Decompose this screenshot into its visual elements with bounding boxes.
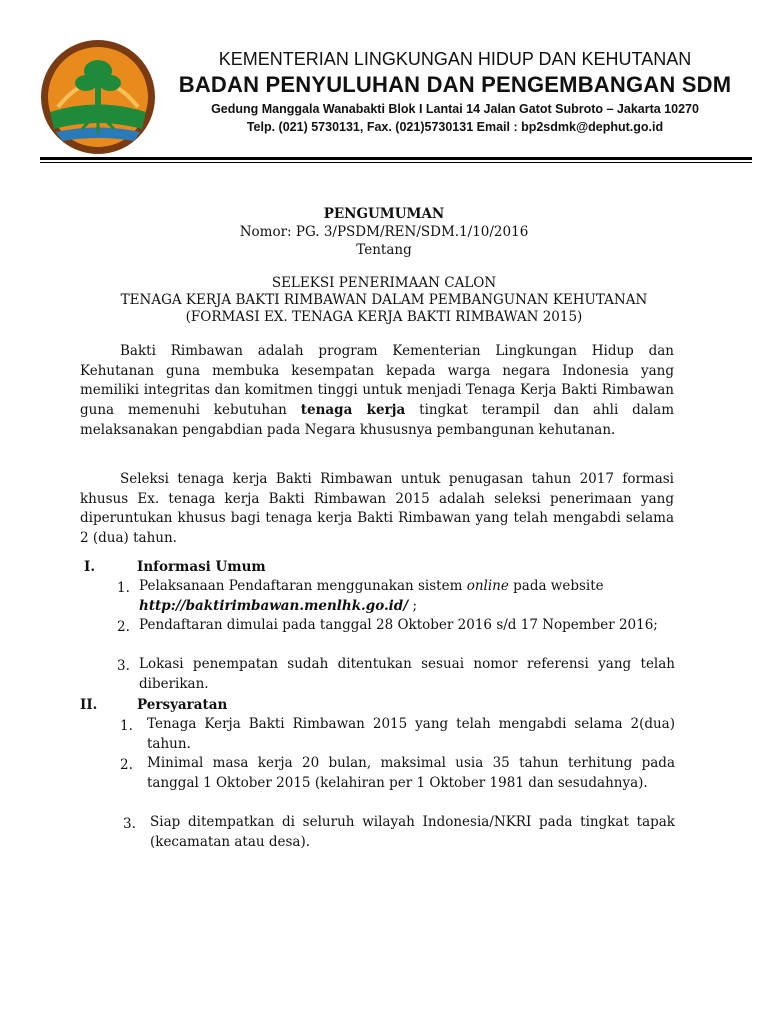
section-1-item-1-number: 1. — [117, 580, 130, 596]
announcement-number: Nomor: PG. 3/PSDM/REN/SDM.1/10/2016 — [239, 224, 529, 240]
section-1-numeral: I. — [84, 559, 96, 575]
ministry-name: KEMENTERIAN LINGKUNGAN HIDUP DAN KEHUTANAN — [218, 49, 692, 69]
ministry-logo — [38, 37, 158, 157]
section-1-item-3: Lokasi penempatan sudah ditentukan sesuai nomor referensi yang telah diberikan. — [139, 656, 675, 692]
body-paragraph-2: Seleksi tenaga kerja Bakti Rimbawan untuk penugasan tahun 2017 formasi khusus Ex. tenaga kerja Bakti Rimbawan 2015 adalah seleksi penerimaan yang diperuntukan khusus bagi tenaga kerja Bakti Rimbawan yang telah mengabdi selama 2 (dua) tahun. — [80, 471, 674, 547]
section-2-item-2-number: 2. — [120, 757, 133, 773]
section-1-item-2: Pendaftaran dimulai pada tanggal 28 Oktober 2016 s/d 17 Nopember 2016; — [139, 617, 658, 633]
body-paragraph-1 — [80, 342, 674, 441]
section-2-item-3-number: 3. — [123, 816, 136, 832]
announcement-title: PENGUMUMAN — [323, 206, 445, 222]
section-1-item-3-number: 3. — [117, 658, 130, 674]
para1-emphasis: tenaga kerja — [300, 402, 406, 419]
item-text-end: pada website — [508, 578, 604, 594]
section-2-numeral: II. — [80, 697, 98, 713]
subject-line-1: SELEKSI PENERIMAAN CALON — [271, 275, 497, 291]
item-text: Pelaksanaan Pendaftaran menggunakan sistem — [139, 578, 467, 594]
agency-address: Gedung Manggala Wanabakti Blok I Lantai 14 Jalan Gatot Subroto – Jakarta 10270 — [211, 102, 699, 116]
letterhead-divider-thick — [40, 157, 752, 160]
section-1-title: Informasi Umum — [137, 559, 266, 575]
section-2-item-1-number: 1. — [120, 718, 133, 734]
section-2-item-2: Minimal masa kerja 20 bulan, maksimal usia 35 tahun terhitung pada tanggal 1 Oktober 2015 (kelahiran per 1 Oktober 1981 dan sesudahnya). — [147, 755, 675, 791]
agency-name: BADAN PENYULUHAN DAN PENGEMBANGAN SDM — [178, 72, 732, 97]
para1-text-end: tingkat terampil dan ahli dalam melaksanakan pengabdian pada Negara khususnya pembangunan kehutanan. — [80, 402, 675, 438]
subject-line-3: (FORMASI EX. TENAGA KERJA BAKTI RIMBAWAN 2015) — [185, 309, 583, 325]
section-1-item-2-number: 2. — [117, 619, 130, 635]
section-2-item-3: Siap ditempatkan di seluruh wilayah Indonesia/NKRI pada tingkat tapak (kecamatan atau desa). — [150, 814, 675, 850]
para1-text: Bakti Rimbawan adalah program Kementerian Lingkungan Hidup dan Kehutanan guna membuka kesempatan kepada warga negara Indonesia yang memiliki integritas dan komitmen tinggi untuk menjadi Tenaga Kerja Bakti Rimbawan guna memenuhi kebutuhan — [80, 343, 674, 419]
subject-line-2: TENAGA KERJA BAKTI RIMBAWAN DALAM PEMBANGUNAN KEHUTANAN — [120, 292, 648, 308]
section-1-item-1 — [139, 577, 675, 616]
section-2-title: Persyaratan — [137, 697, 228, 713]
agency-contact: Telp. (021) 5730131, Fax. (021)5730131 Email : bp2sdmk@dephut.go.id — [246, 120, 664, 134]
item-punctuation: ; — [408, 597, 418, 614]
announcement-about: Tentang — [356, 242, 412, 258]
section-2-item-1: Tenaga Kerja Bakti Rimbawan 2015 yang telah mengabdi selama 2(dua) tahun. — [147, 716, 675, 752]
item-italic-text: online — [466, 578, 509, 594]
letterhead-divider-thin — [40, 162, 752, 163]
website-link[interactable]: http://baktirimbawan.menlhk.go.id/ — [139, 597, 409, 614]
